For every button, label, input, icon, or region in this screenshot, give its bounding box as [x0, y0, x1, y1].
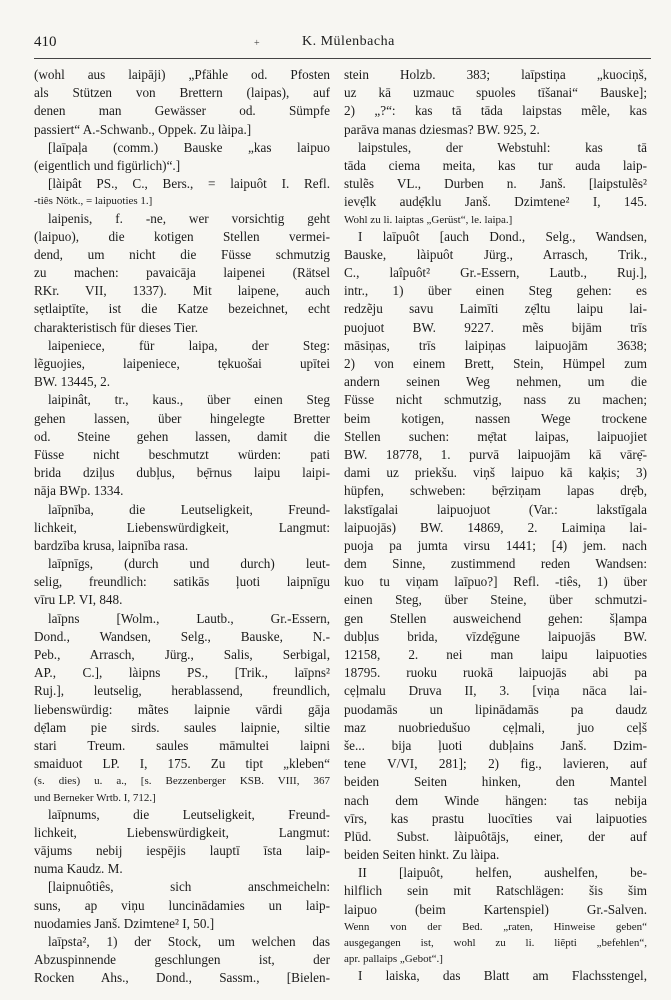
- text-line: laipuo (beim Kartenspiel) Gr.-Salven.: [344, 901, 647, 917]
- text-line: charakteristisch für dieses Tier.: [34, 319, 199, 335]
- text-line: 2) von einem Brett, Stein, Hümpel zum: [344, 356, 647, 371]
- text-line: tāda ciema meita, kas tur auda laip-: [344, 157, 647, 173]
- text-line: ievẹ̄lk audẹ̄klu Janš. Dzimtene² I, 145.: [344, 194, 647, 210]
- text-line: beiden Seiten hinken, den Mantel: [344, 774, 647, 790]
- text-line: II [laipuôt, helfen, aushelfen, be-: [358, 865, 647, 881]
- text-line: und Berneker Wrtb. I, 712.]: [34, 791, 156, 804]
- text-line: puodamās un lipinādamās pa daudz: [344, 701, 647, 717]
- text-line: lẽguojies, laipeniece, tẹkuošai upītei: [34, 356, 330, 371]
- text-line: I laīpuôt [auch Dond., Selg., Wandsen,: [358, 228, 647, 244]
- text-line: [laīpaļa (comm.) Bauske „kas laipuo: [48, 139, 330, 155]
- text-line: puojuot BW. 9227. mẽs bijām trīs: [344, 319, 647, 335]
- text-line: vīrs, kas prastu luocīties vai laipuoties: [344, 810, 647, 826]
- text-line: laipuojās) BW. 14869, 2. Laimiņa lai-: [344, 519, 647, 535]
- margin-mark: +: [254, 38, 260, 49]
- text-line: brida dziļus dubļus, bẹ̄rnus laipu laipi-: [34, 465, 330, 481]
- text-line: andern seinen Weg nehmen, um die: [344, 374, 647, 390]
- text-line: gehen lassen, über hingelegte Bretter: [34, 410, 330, 426]
- text-line: tene V/VI, 281]; 2) fig., lavieren, auf: [344, 756, 647, 772]
- text-line: beim kotigen, nassen Wege trockene: [344, 410, 647, 426]
- text-line: beiden Seiten hinkt. Zu làipa.: [344, 847, 500, 863]
- text-line: vīru LP. VI, 848.: [34, 592, 123, 608]
- text-line: apr. pallaips „Gebot“.]: [344, 953, 443, 966]
- text-line: laīpnums, die Leutseligkeit, Freund-: [48, 806, 330, 822]
- text-line: passiert“ A.-Schwanb., Oppek. Zu làipa.]: [34, 121, 252, 137]
- text-line: laipstules, der Webstuhl: kas tā: [358, 139, 647, 155]
- text-line: laipeniece, für laipa, der Steg:: [48, 337, 330, 353]
- text-line: (eigentlich und figürlich)“.]: [34, 157, 181, 173]
- header-rule: [34, 58, 651, 59]
- page-header: [34, 34, 651, 56]
- text-line: nuodamies Janš. Dzimtene² I, 50.]: [34, 915, 215, 931]
- text-line: uz kā uzmauc spuoles tīšanai“ Bauske];: [344, 85, 647, 101]
- text-line: vājums nebij iespējis lauptī īsta laip-: [34, 843, 330, 859]
- text-line: denen man Gewässer od. Sümpfe: [34, 103, 330, 119]
- text-line: Abzuspinnende geschlungen ist, der: [34, 952, 330, 968]
- text-line: smaiduot LP. I, 175. Zu tipt „kleben“: [34, 756, 330, 772]
- text-line: lichkeit, Liebenswürdigkeit, Langmut:: [34, 519, 330, 535]
- text-line: als Stützen von Brettern (laipas), auf: [34, 85, 330, 101]
- text-line: (s. dies) u. a., [s. Bezzenberger KSB. VIII, 367: [34, 775, 330, 788]
- text-line: dend, um nicht die Füsse schmutzig: [34, 246, 330, 262]
- text-line: redzẽju savu Laimīti zẹ̄ltu laipu lai-: [344, 301, 647, 317]
- text-line: Stellen suchen: mẹ̄tat laipas, laipuojiet: [344, 428, 647, 444]
- text-line: laīpns [Wolm., Lautb., Gr.-Essern,: [48, 610, 330, 626]
- text-line: Wenn von der Bed. „raten, Hinweise geben“: [344, 920, 647, 933]
- left-column: [34, 66, 330, 988]
- text-line: cẹļmalu Druva II, 3. [viņa nāca lai-: [344, 683, 647, 699]
- text-line: māsiņas, trīs laipiņas laipuojām 3638;: [344, 337, 647, 353]
- text-line: intr., 1) über einen Steg gehen: es: [344, 283, 647, 299]
- text-line: Bauske, làipuôt Jürg., Arrasch, Trik.,: [344, 246, 647, 262]
- text-line: Dond., Wandsen, Selg., Bauske, N.-: [34, 628, 330, 644]
- text-line: sẹtlaiptīte, ist die Katze bezeichnet, echt: [34, 301, 330, 317]
- text-line: (laipuo), die kotigen Stellen vermei-: [34, 228, 330, 244]
- text-line: suns, ap viņu luncinādamies un laip-: [34, 897, 330, 913]
- text-line: 18795. ruoku ruokā laipuojās abi pa: [344, 665, 647, 681]
- text-line: Peb., Arrasch, Jürg., Salis, Serbigal,: [34, 647, 330, 662]
- text-line: hüpfen, schweben: bẹ̄rziņam lapas drẹ̄b,: [344, 483, 647, 499]
- text-line: bardzība krusa, laipnība rasa.: [34, 537, 189, 553]
- text-line: lakstīgalai laipuojuot (Var.: lakstīgala: [344, 501, 647, 517]
- text-line: maz nuobriedušuo cẹļmali, juo ceļš: [344, 719, 647, 735]
- text-line: parāva manas dziesmas? BW. 925, 2.: [344, 121, 540, 137]
- text-line: stulẽs VL., Durben n. Janš. [laipstulẽs²: [344, 176, 647, 192]
- text-line: laīpnība, die Leutseligkeit, Freund-: [48, 501, 330, 517]
- text-line: (wohl aus laipāji) „Pfähle od. Pfosten: [34, 67, 330, 82]
- text-line: lichkeit, Liebenswürdigkeit, Langmut:: [34, 824, 330, 840]
- text-line: stein Holzb. 383; laīpstiņa „kuociņš,: [344, 67, 647, 82]
- text-line: ausgegangen ist, wohl zu li. liẽpti „befehlen“,: [344, 937, 647, 949]
- text-line: dubļus brida, vīzdẹ̄gune laipuojās BW.: [344, 628, 647, 644]
- text-line: -tiês Nötk., = laipuoties 1.]: [34, 195, 153, 208]
- running-head: K. Mülenbacha: [302, 34, 395, 49]
- text-line: I laiska, das Blatt am Flachsstengel,: [358, 968, 647, 984]
- text-line: Ruj.], leutselig, herablassend, freundlich,: [34, 683, 330, 699]
- text-line: laipinât, tr., kaus., über einen Steg: [48, 392, 330, 408]
- text-line: Plūd. Subst. làipuôtājs, einer, der auf: [344, 828, 647, 844]
- text-line: Füsse nicht schmutzig, nass zu machen;: [344, 392, 647, 408]
- text-line: dami uz priekšu. viņš laipuo kā kaķis; 3): [344, 465, 647, 481]
- text-line: puoja pa jumta virsu 1441; [4) jem. nach: [344, 537, 647, 553]
- text-line: stari Treum. saules māmultei laipni: [34, 737, 330, 753]
- text-line: C., laîpuôt² Gr.-Essern, Lautb., Ruj.],: [344, 265, 647, 281]
- text-line: [làipât PS., C., Bers., = laipuôt I. Refl.: [48, 176, 330, 192]
- text-line: zu machen: pavaicāja laipenei (Rätsel: [34, 265, 330, 281]
- text-line: od. Steine gehen lassen, damit die: [34, 428, 330, 444]
- text-line: Rocken Ahs., Dond., Sassm., [Bielen-: [34, 970, 330, 986]
- text-line: nach dem Winde hängen: tas nebija: [344, 792, 647, 808]
- text-line: laīpsta², 1) der Stock, um welchen das: [48, 934, 330, 949]
- text-line: laipenis, f. -ne, wer vorsichtig geht: [48, 210, 330, 226]
- text-line: kuo tu viņam laīpuo?] Refl. -tiês, 1) über: [344, 574, 647, 590]
- text-line: BW. 18778, 1. purvā laipuojām kā vārẹ̄-: [344, 446, 647, 462]
- text-line: AP., C.], làipns PS., [Trik., laīpns²: [34, 665, 330, 681]
- text-line: Füsse nicht beschmutzt würden: pati: [34, 446, 330, 462]
- text-line: laīpnīgs, (durch und durch) leut-: [48, 556, 330, 572]
- text-line: RKr. VII, 1337). Mit laipene, auch: [34, 283, 330, 299]
- text-line: še... bija ļuoti dubļains Janš. Dzim-: [344, 737, 647, 753]
- page-number: 410: [34, 34, 57, 50]
- text-line: 2) „?“: kas tā tāda laipstas mẽle, kas: [344, 103, 647, 119]
- text-line: dẹ̄lam pie sirds. saules laipnie, siltie: [34, 719, 330, 735]
- text-line: Wohl zu li. laiptas „Gerüst“, le. laipa.]: [344, 213, 513, 226]
- text-line: [laipnuôtiês, sich anschmeicheln:: [48, 879, 330, 895]
- text-line: hilflich sein mit Ratschlägen: šis šim: [344, 883, 647, 899]
- text-line: nāja BWp. 1334.: [34, 483, 124, 499]
- text-line: numa Kaudz. M.: [34, 861, 123, 877]
- text-line: dem Sinne, zustimmend reden Wandsen:: [344, 556, 647, 572]
- text-line: selig, freundlich: satikās ļuoti laipnīgu: [34, 574, 330, 590]
- text-line: BW. 13445, 2.: [34, 374, 111, 390]
- right-column: [344, 66, 647, 986]
- text-line: 12158, 2. nei man laipu laipuoties: [344, 647, 647, 662]
- text-line: gen Stellen ausweichend gehen: šļampa: [344, 610, 647, 626]
- text-line: liebenswürdig: mãtes laipnie vārdi gāja: [34, 701, 330, 717]
- text-line: einen Steg, über Steine, über schmutzi-: [344, 592, 647, 608]
